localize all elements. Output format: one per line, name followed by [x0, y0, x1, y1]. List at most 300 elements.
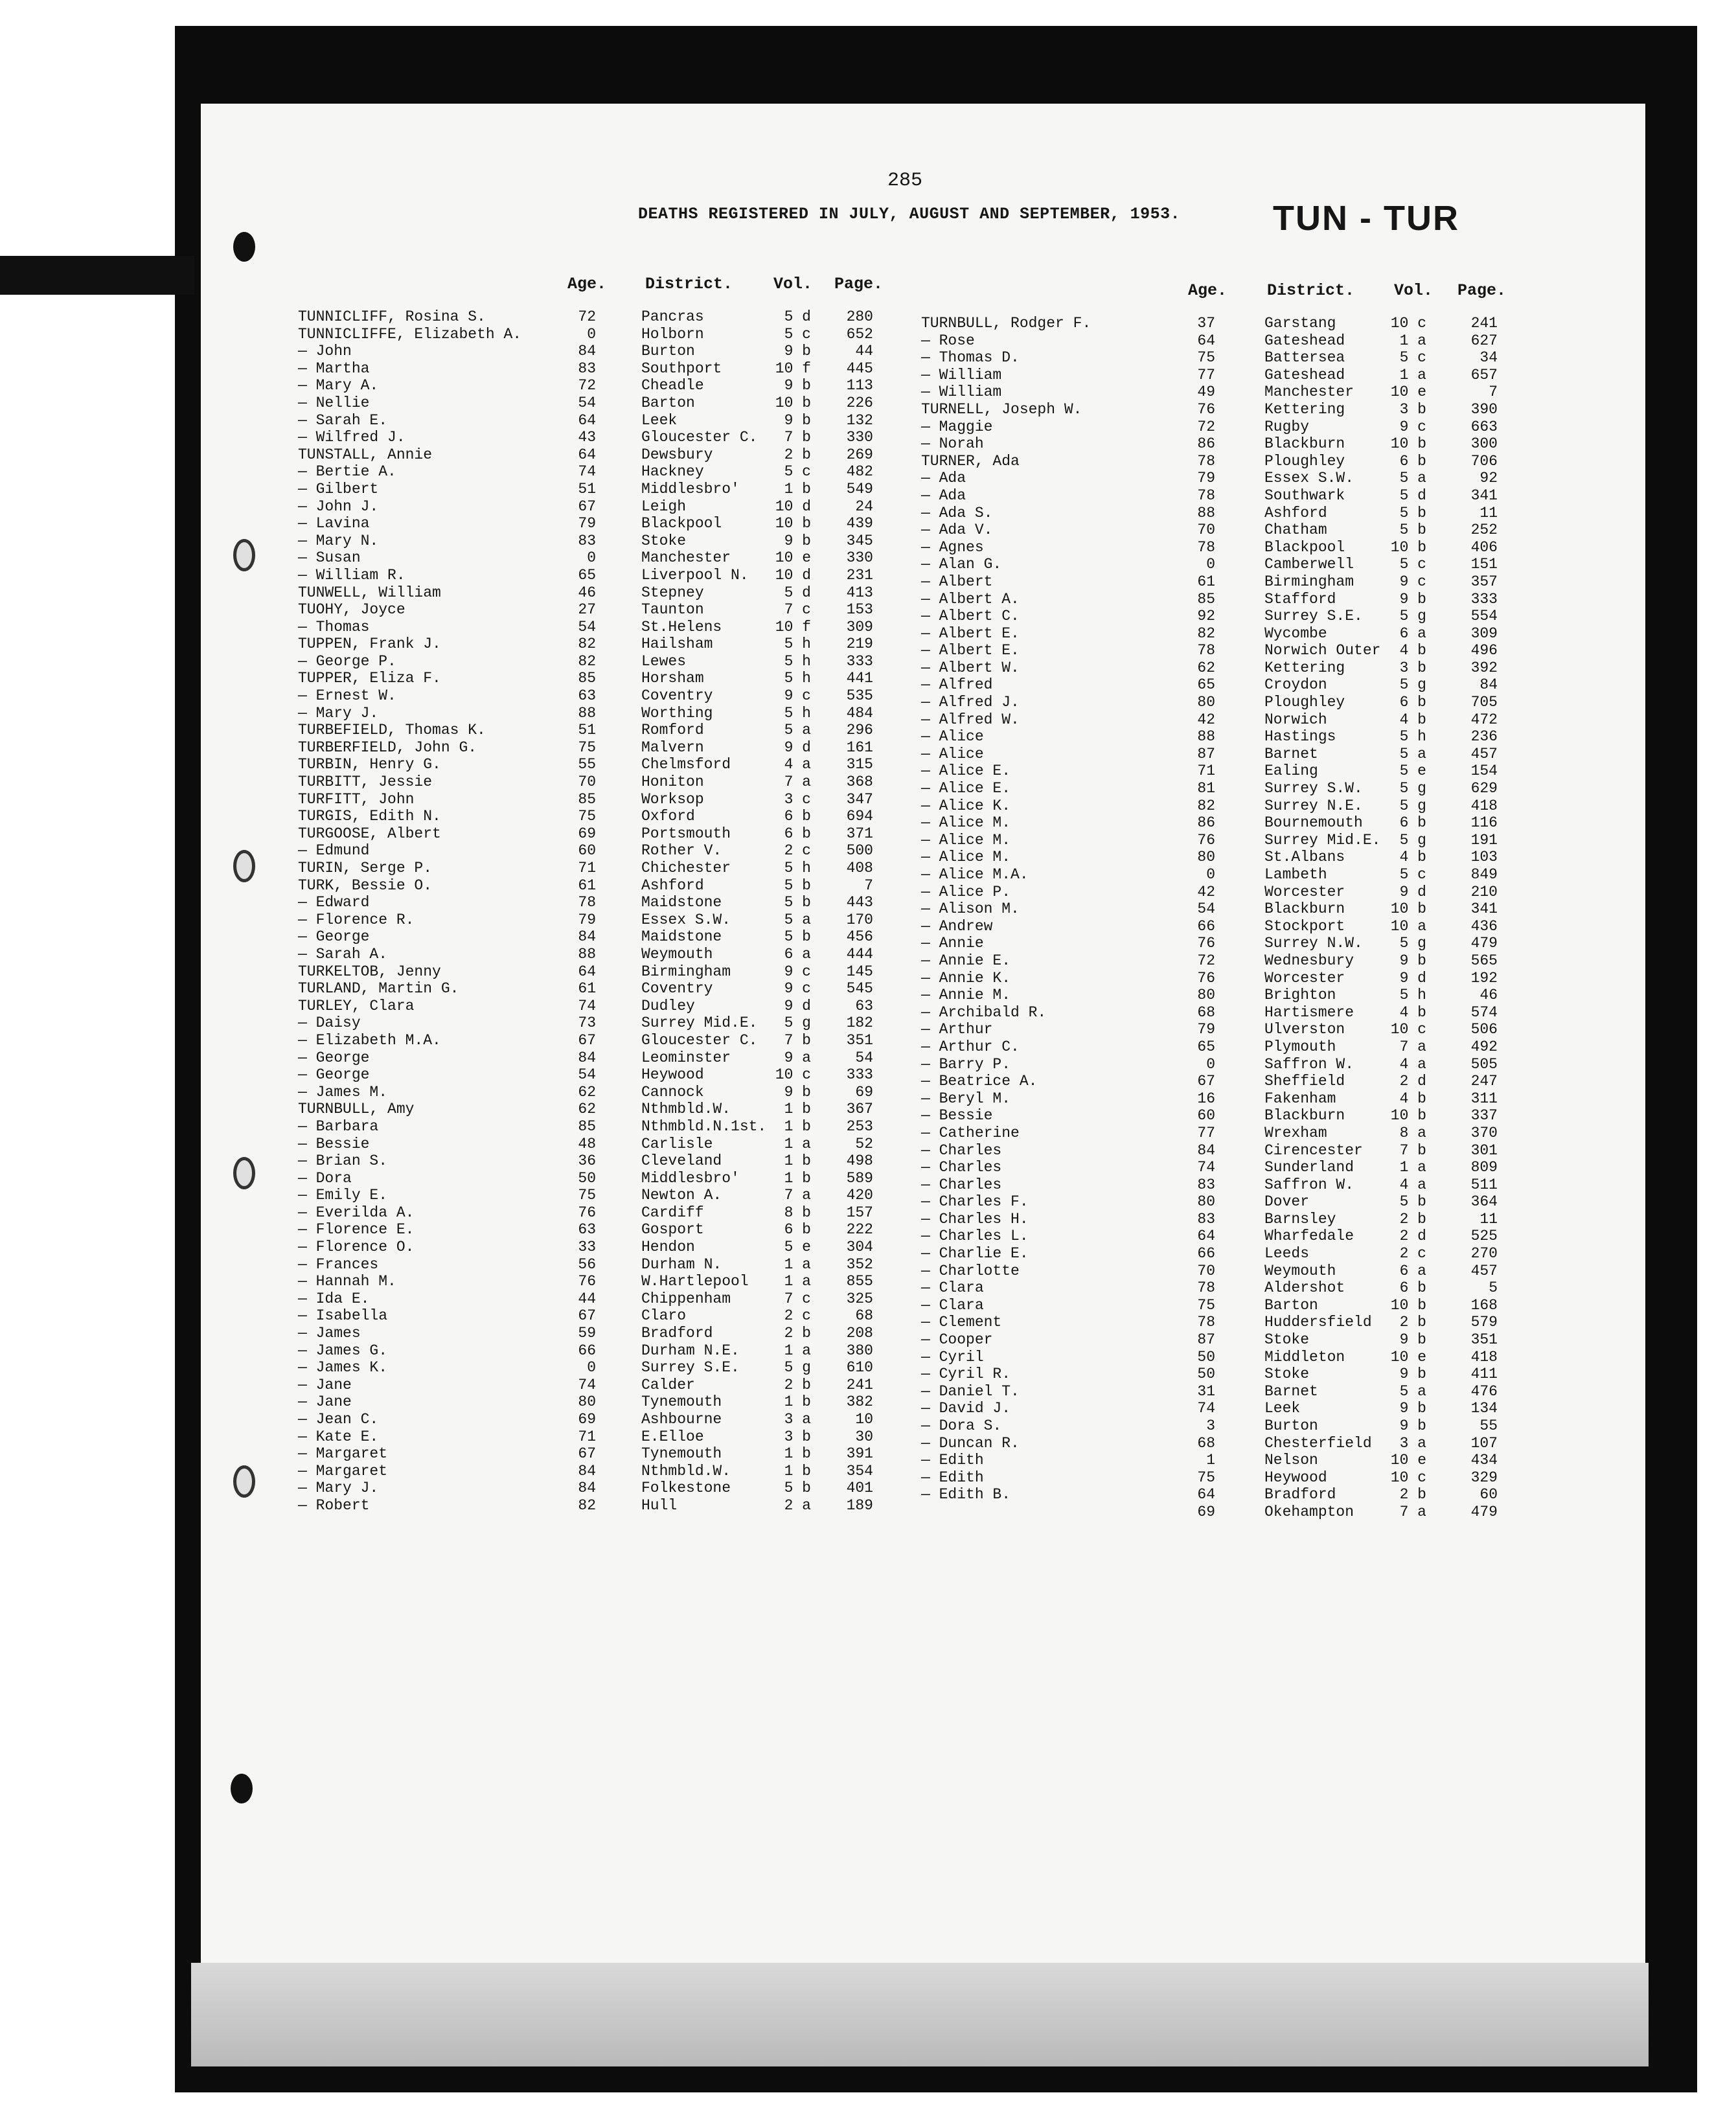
entry-district: Romford — [641, 722, 704, 739]
entry-age: 92 — [1197, 608, 1215, 625]
entry-district: Chesterfield — [1264, 1434, 1372, 1452]
entry-age: 64 — [578, 411, 596, 429]
entry-page: 309 — [846, 618, 873, 635]
entry-name: — Edward — [298, 894, 370, 911]
entry-volume: 1 b — [784, 1445, 811, 1463]
entry-page: 472 — [1470, 711, 1498, 728]
entry-age: 0 — [587, 549, 596, 567]
list-item — [298, 343, 894, 360]
entry-name: — Alice M.A. — [921, 866, 1029, 883]
entry-district: Surrey S.E. — [641, 1359, 740, 1377]
entry-page: 420 — [846, 1187, 873, 1204]
list-item — [921, 315, 1517, 332]
entry-age: 62 — [578, 1083, 596, 1101]
entry-name: TURGOOSE, Albert — [298, 825, 441, 842]
entry-name: TUPPEN, Frank J. — [298, 635, 441, 653]
list-item — [298, 635, 894, 653]
entry-name: TURLAND, Martin G. — [298, 980, 459, 998]
entry-district: Coventry — [641, 687, 713, 705]
entry-age: 65 — [1197, 676, 1215, 694]
list-item — [921, 1383, 1517, 1401]
entry-district: Hackney — [641, 463, 704, 481]
entry-age: 48 — [578, 1135, 596, 1152]
entry-page: 63 — [855, 997, 873, 1014]
entry-district: Hartismere — [1264, 1003, 1354, 1021]
entry-page: 7 — [1489, 383, 1498, 401]
entry-district: Surrey S.W. — [1264, 780, 1363, 797]
entry-age: 75 — [1197, 1469, 1215, 1486]
list-item — [921, 1331, 1517, 1349]
list-item — [921, 814, 1517, 832]
entry-volume: 5 b — [784, 876, 811, 894]
entry-district: Manchester — [641, 549, 731, 567]
entry-name: — Brian S. — [298, 1152, 388, 1170]
entry-page: 54 — [855, 1049, 873, 1066]
list-item — [298, 412, 894, 429]
entry-district: Leek — [1264, 1400, 1301, 1417]
entry-district: Kettering — [1264, 659, 1345, 676]
entry-volume: 10 b — [775, 394, 811, 411]
entry-volume: 5 c — [1399, 349, 1426, 367]
entry-page: 154 — [1470, 762, 1498, 780]
entry-volume: 6 a — [784, 945, 811, 963]
entry-age: 80 — [1197, 987, 1215, 1004]
entry-age: 64 — [1197, 1486, 1215, 1504]
page-title: DEATHS REGISTERED IN JULY, AUGUST AND SEPTEMBER, 1953. — [638, 205, 1181, 223]
entry-volume: 10 c — [1390, 1469, 1426, 1486]
entry-volume: 5 c — [1399, 556, 1426, 573]
list-item — [298, 601, 894, 619]
list-item — [298, 1032, 894, 1049]
entry-volume: 3 b — [1399, 400, 1426, 418]
entry-age: 50 — [1197, 1366, 1215, 1383]
entry-district: Leominster — [641, 1049, 731, 1066]
entry-district: Birmingham — [641, 963, 731, 980]
entry-volume: 10 b — [1390, 1107, 1426, 1125]
entry-name: — Sarah E. — [298, 411, 388, 429]
entry-page: 479 — [1470, 935, 1498, 952]
entry-district: Norwich Outer — [1264, 642, 1381, 659]
entry-name: — Hannah M. — [298, 1273, 396, 1290]
entry-name: — Barry P. — [921, 1055, 1011, 1073]
entry-page: 182 — [846, 1014, 873, 1032]
entry-age: 72 — [578, 308, 596, 325]
entry-district: Wednesbury — [1264, 952, 1354, 969]
entry-page: 231 — [846, 566, 873, 584]
list-item — [921, 866, 1517, 884]
entry-volume: 5 b — [1399, 504, 1426, 521]
page-header: Page. — [834, 275, 884, 293]
entry-age: 85 — [578, 790, 596, 808]
entry-age: 83 — [1197, 1210, 1215, 1228]
entry-district: Ploughley — [1264, 452, 1345, 470]
list-item — [921, 470, 1517, 487]
entry-district: Middleton — [1264, 1348, 1345, 1366]
entry-district: Ealing — [1264, 762, 1318, 780]
entry-name: — Alice — [921, 728, 984, 746]
list-item — [298, 1136, 894, 1153]
entry-age: 74 — [578, 997, 596, 1014]
entry-district: Heywood — [1264, 1469, 1327, 1486]
entry-volume: 9 b — [784, 377, 811, 395]
entry-name: — Kate E. — [298, 1428, 379, 1445]
entry-district: Leeds — [1264, 1245, 1310, 1263]
entry-page: 69 — [855, 1083, 873, 1101]
entry-district: Calder — [641, 1376, 695, 1393]
entry-page: 333 — [1470, 590, 1498, 608]
entry-volume: 9 c — [784, 980, 811, 998]
list-item — [298, 1170, 894, 1187]
entry-volume: 5 h — [1399, 728, 1426, 746]
entry-volume: 2 b — [784, 1376, 811, 1393]
entry-page: 189 — [846, 1496, 873, 1514]
entry-page: 565 — [1470, 952, 1498, 969]
entry-name: — Jane — [298, 1376, 352, 1393]
entry-volume: 2 b — [784, 1325, 811, 1342]
entry-age: 84 — [578, 928, 596, 946]
right-entry-list — [921, 315, 1517, 1521]
entry-volume: 2 d — [1399, 1073, 1426, 1090]
list-item — [921, 1056, 1517, 1073]
entry-name: — Margaret — [298, 1445, 388, 1463]
entry-age: 72 — [578, 377, 596, 395]
entry-name: — Elizabeth M.A. — [298, 1031, 441, 1049]
list-item — [921, 900, 1517, 918]
list-item — [298, 894, 894, 911]
entry-district: Garstang — [1264, 315, 1336, 332]
entry-district: Holborn — [641, 325, 704, 343]
entry-district: Surrey Mid.E. — [1264, 831, 1381, 849]
entry-age: 88 — [578, 704, 596, 722]
entry-age: 75 — [1197, 1296, 1215, 1314]
entry-age: 64 — [1197, 332, 1215, 349]
list-item — [921, 418, 1517, 436]
entry-name: — Maggie — [921, 418, 993, 435]
entry-age: 67 — [578, 1307, 596, 1325]
entry-name: — William — [921, 383, 1002, 401]
entry-name: — Catherine — [921, 1124, 1020, 1141]
entry-name: — Thomas D. — [921, 349, 1020, 367]
entry-page: 241 — [846, 1376, 873, 1393]
entry-age: 79 — [1197, 470, 1215, 487]
entry-volume: 7 a — [784, 773, 811, 791]
entry-volume: 9 d — [1399, 883, 1426, 900]
entry-age: 67 — [1197, 1073, 1215, 1090]
entry-volume: 2 c — [784, 842, 811, 860]
entry-page: 44 — [855, 343, 873, 360]
entry-name: — George P. — [298, 652, 396, 670]
entry-district: Camberwell — [1264, 556, 1354, 573]
entry-name: — Mary J. — [298, 704, 379, 722]
entry-volume: 7 b — [784, 1031, 811, 1049]
list-item — [298, 532, 894, 550]
entry-page: 134 — [1470, 1400, 1498, 1417]
entry-page: 479 — [1470, 1503, 1498, 1520]
entry-name: — Annie — [921, 935, 984, 952]
entry-name: — Sarah A. — [298, 945, 388, 963]
entry-name: — Albert W. — [921, 659, 1020, 676]
list-item — [298, 377, 894, 395]
entry-volume: 9 b — [784, 411, 811, 429]
list-item — [921, 383, 1517, 401]
entry-page: 24 — [855, 498, 873, 515]
entry-name: — Albert E. — [921, 642, 1020, 659]
entry-age: 79 — [578, 515, 596, 532]
list-item — [298, 1377, 894, 1394]
entry-volume: 5 h — [784, 635, 811, 653]
entry-district: Ashford — [1264, 504, 1327, 521]
entry-name: — Mary J. — [298, 1480, 379, 1497]
entry-volume: 5 e — [1399, 762, 1426, 780]
entry-district: Surrey Mid.E. — [641, 1014, 758, 1032]
entry-volume: 10 e — [1390, 1348, 1426, 1366]
entry-name: — Ida E. — [298, 1290, 370, 1307]
entry-district: Blackburn — [1264, 1107, 1345, 1125]
list-item — [921, 608, 1517, 625]
entry-page: 7 — [864, 876, 873, 894]
entry-age: 54 — [578, 1066, 596, 1084]
entry-age: 78 — [578, 894, 596, 911]
entry-volume: 4 a — [1399, 1176, 1426, 1193]
entry-name: — Dora — [298, 1169, 352, 1187]
entry-district: Surrey N.E. — [1264, 797, 1363, 814]
entry-name: — Alice M. — [921, 831, 1011, 849]
list-item — [921, 1245, 1517, 1263]
entry-age: 75 — [578, 738, 596, 756]
entry-name: — George — [298, 1066, 370, 1084]
entry-volume: 5 a — [784, 722, 811, 739]
entry-district: Essex S.W. — [1264, 470, 1354, 487]
list-item — [921, 1279, 1517, 1297]
entry-age: 79 — [1197, 1021, 1215, 1038]
list-item — [298, 946, 894, 963]
entry-volume: 10 b — [1390, 435, 1426, 453]
entry-age: 78 — [1197, 486, 1215, 504]
entry-age: 84 — [578, 1049, 596, 1066]
entry-district: Croydon — [1264, 676, 1327, 694]
entry-page: 444 — [846, 945, 873, 963]
entry-page: 170 — [846, 911, 873, 928]
entry-volume: 1 a — [784, 1342, 811, 1359]
entry-volume: 10 e — [1390, 1452, 1426, 1469]
entry-age: 44 — [578, 1290, 596, 1307]
entry-name: — Bertie A. — [298, 463, 396, 481]
list-item — [921, 401, 1517, 418]
entry-name: — Alfred J. — [921, 694, 1020, 711]
entry-name: — Charles — [921, 1159, 1002, 1176]
entry-name: — George — [298, 928, 370, 946]
list-item — [298, 1239, 894, 1256]
entry-district: Wycombe — [1264, 624, 1327, 642]
list-item — [921, 591, 1517, 608]
entry-name: — Arthur C. — [921, 1038, 1020, 1055]
list-item — [921, 332, 1517, 350]
entry-page: 116 — [1470, 814, 1498, 832]
list-item — [298, 687, 894, 705]
entry-name: — Lavina — [298, 515, 370, 532]
left-entry-list — [298, 308, 894, 1515]
list-item — [298, 360, 894, 378]
entry-name: — Alan G. — [921, 556, 1002, 573]
list-item — [921, 1159, 1517, 1176]
entry-page: 476 — [1470, 1382, 1498, 1400]
entry-page: 208 — [846, 1325, 873, 1342]
entry-page: 500 — [846, 842, 873, 860]
entry-district: Gloucester C. — [641, 1031, 758, 1049]
entry-age: 77 — [1197, 366, 1215, 383]
entry-page: 329 — [1470, 1469, 1498, 1486]
list-item — [298, 1256, 894, 1274]
list-item — [298, 446, 894, 464]
list-item — [921, 573, 1517, 591]
entry-name: — Edmund — [298, 842, 370, 860]
list-item — [298, 791, 894, 808]
list-item — [921, 797, 1517, 815]
entry-age: 46 — [578, 584, 596, 601]
entry-age: 74 — [578, 463, 596, 481]
entry-name: — Andrew — [921, 917, 993, 935]
entry-district: Barton — [641, 394, 695, 411]
entry-age: 63 — [578, 1221, 596, 1239]
entry-volume: 9 b — [784, 532, 811, 549]
entry-name: TUNSTALL, Annie — [298, 446, 433, 463]
entry-age: 51 — [578, 480, 596, 498]
entry-age: 16 — [1197, 1090, 1215, 1107]
entry-page: 132 — [846, 411, 873, 429]
entry-name: — Edith — [921, 1452, 984, 1469]
list-item — [921, 1435, 1517, 1452]
vol-header: Vol. — [1394, 281, 1433, 300]
entry-name: — Mary N. — [298, 532, 379, 549]
entry-page: 341 — [1470, 486, 1498, 504]
entry-district: Leek — [641, 411, 678, 429]
entry-name: — Charles L. — [921, 1228, 1029, 1245]
entry-volume: 2 a — [784, 1496, 811, 1514]
list-item — [298, 860, 894, 877]
entry-page: 436 — [1470, 917, 1498, 935]
list-item — [921, 884, 1517, 901]
entry-volume: 10 f — [775, 618, 811, 635]
district-header: District. — [1267, 281, 1355, 300]
entry-page: 390 — [1470, 400, 1498, 418]
entry-district: Wharfedale — [1264, 1228, 1354, 1245]
list-item — [921, 728, 1517, 746]
entry-age: 78 — [1197, 452, 1215, 470]
list-item — [298, 1066, 894, 1084]
entry-age: 64 — [578, 446, 596, 463]
entry-page: 855 — [846, 1273, 873, 1290]
entry-district: Chippenham — [641, 1290, 731, 1307]
list-item — [298, 1428, 894, 1446]
entry-name: — Archibald R. — [921, 1003, 1047, 1021]
entry-page: 505 — [1470, 1055, 1498, 1073]
entry-volume: 5 c — [784, 325, 811, 343]
entry-page: 545 — [846, 980, 873, 998]
entry-name: — Alice P. — [921, 883, 1011, 900]
entry-district: Worksop — [641, 790, 704, 808]
page-bottom-shadow — [191, 1963, 1649, 2066]
entry-district: Stafford — [1264, 590, 1336, 608]
entry-volume: 10 e — [1390, 383, 1426, 401]
entry-volume: 5 g — [1399, 797, 1426, 814]
entry-name: TURFITT, John — [298, 790, 415, 808]
entry-volume: 5 g — [1399, 676, 1426, 694]
entry-district: Hull — [641, 1496, 678, 1514]
entry-district: Middlesbro' — [641, 480, 740, 498]
entry-district: W.Hartlepool — [641, 1273, 749, 1290]
entry-name: — Bessie — [921, 1107, 993, 1125]
entry-volume: 1 a — [1399, 1159, 1426, 1176]
entry-name: TURBEFIELD, Thomas K. — [298, 722, 486, 739]
entry-district: Taunton — [641, 601, 704, 619]
entry-district: Tynemouth — [641, 1393, 722, 1411]
entry-page: 236 — [1470, 728, 1498, 746]
entry-volume: 9 b — [784, 343, 811, 360]
entry-name: — Beatrice A. — [921, 1073, 1038, 1090]
entry-volume: 4 b — [1399, 642, 1426, 659]
entry-age: 76 — [1197, 969, 1215, 987]
entry-page: 253 — [846, 1117, 873, 1135]
entry-volume: 7 a — [1399, 1503, 1426, 1520]
entry-district: Blackburn — [1264, 435, 1345, 453]
entry-name: — Frances — [298, 1255, 379, 1273]
list-item — [921, 1142, 1517, 1160]
entry-name: — Alice M. — [921, 849, 1011, 866]
list-item — [298, 773, 894, 791]
entry-district: Heywood — [641, 1066, 704, 1084]
entry-page: 107 — [1470, 1434, 1498, 1452]
entry-district: Hastings — [1264, 728, 1336, 746]
entry-age: 83 — [578, 360, 596, 377]
list-item — [921, 832, 1517, 849]
entry-page: 380 — [846, 1342, 873, 1359]
entry-district: Ploughley — [1264, 694, 1345, 711]
entry-page: 629 — [1470, 780, 1498, 797]
entry-page: 300 — [1470, 435, 1498, 453]
entry-age: 68 — [1197, 1003, 1215, 1021]
entry-volume: 5 h — [1399, 987, 1426, 1004]
entry-district: St.Helens — [641, 618, 722, 635]
list-item — [921, 1021, 1517, 1038]
entry-age: 74 — [578, 1376, 596, 1393]
entry-age: 66 — [1197, 1245, 1215, 1263]
entry-volume: 10 d — [775, 498, 811, 515]
list-item — [921, 625, 1517, 643]
entry-age: 37 — [1197, 315, 1215, 332]
list-item — [298, 842, 894, 860]
entry-name: TURBITT, Jessie — [298, 773, 433, 791]
entry-age: 43 — [578, 429, 596, 446]
list-item — [298, 498, 894, 516]
list-item — [298, 963, 894, 981]
entry-district: Hailsham — [641, 635, 713, 653]
entry-page: 445 — [846, 360, 873, 377]
entry-volume: 5 b — [784, 928, 811, 946]
entry-volume: 9 d — [784, 997, 811, 1014]
entry-age: 82 — [1197, 797, 1215, 814]
entry-district: Barnsley — [1264, 1210, 1336, 1228]
entry-page: 367 — [846, 1101, 873, 1118]
entry-district: Cannock — [641, 1083, 704, 1101]
entry-name: — Annie K. — [921, 969, 1011, 987]
entry-volume: 5 h — [784, 652, 811, 670]
entry-volume: 9 c — [1399, 418, 1426, 435]
entry-name: — Daisy — [298, 1014, 361, 1032]
entry-district: E.Elloe — [641, 1428, 704, 1445]
entry-volume: 5 a — [1399, 745, 1426, 762]
list-item — [298, 1359, 894, 1377]
entry-page: 157 — [846, 1204, 873, 1221]
